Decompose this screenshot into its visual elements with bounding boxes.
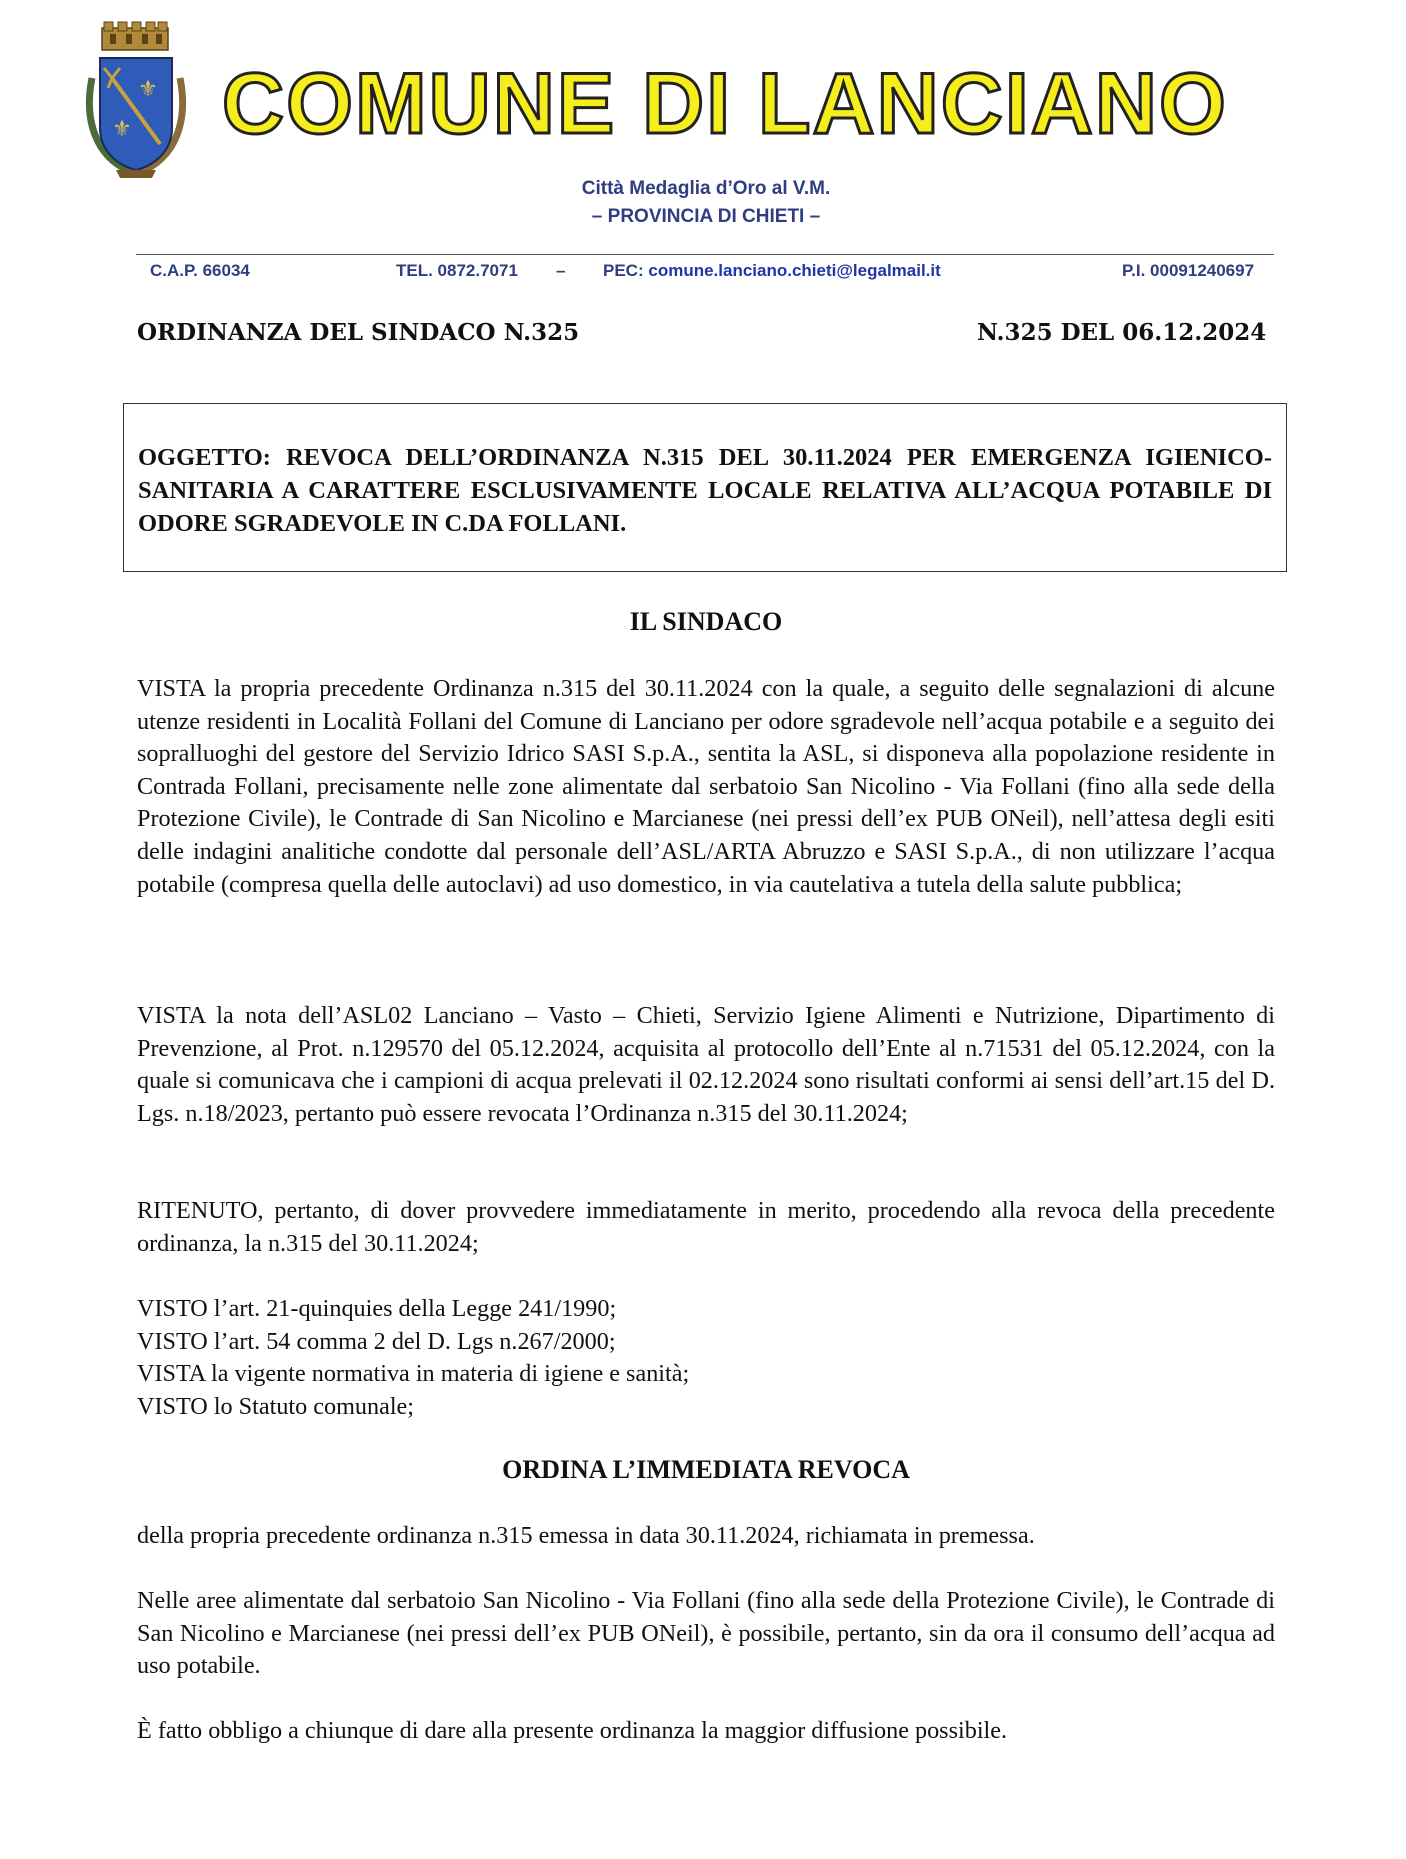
ordinance-number-date: N.325 DEL 06.12.2024 (977, 319, 1267, 346)
visto-item: VISTA la vigente normativa in materia di igiene e sanità; (137, 1360, 690, 1388)
visto-item: VISTO l’art. 21-quinquies della Legge 241/1990; (137, 1295, 617, 1322)
paragraph-diffusione: È fatto obbligo a chiunque di dare alla presente ordinanza la maggior diffusione possibile. (137, 1717, 1008, 1744)
svg-text:⚜: ⚜ (138, 77, 158, 102)
municipal-crest-icon (82, 18, 190, 183)
subject-box (123, 403, 1287, 572)
pec-email-link[interactable]: comune.lanciano.chieti@legalmail.it (648, 261, 941, 280)
visto-item: VISTO lo Statuto comunale; (137, 1392, 415, 1420)
visto-item: VISTO l’art. 54 comma 2 del D. Lgs n.267/2000; (137, 1327, 616, 1355)
postal-code: C.A.P. 66034 (150, 261, 250, 280)
pec-contact (603, 261, 941, 281)
paragraph-revoca: della propria precedente ordinanza n.315 emessa in data 30.11.2024, richiamata in premessa. (137, 1522, 1035, 1549)
contact-separator: – (556, 261, 566, 280)
telephone: TEL. 0872.7071 (396, 261, 518, 280)
subject-text: OGGETTO: REVOCA DELL’ORDINANZA N.315 DEL 30.11.2024 PER EMERGENZA IGIENICO-SANITARIA A CARATTERE ESCLUSIVAMENTE LOCALE RELATIVA ALL’ACQUA POTABILE DI ODORE SGRADEVOLE IN C.DA FOLLANI. (138, 444, 1272, 537)
vat-number: P.I. 00091240697 (1122, 261, 1255, 280)
city-title: COMUNE DI LANCIANO (222, 56, 1228, 152)
paragraph-vista-nota-asl: VISTA la nota dell’ASL02 Lanciano – Vasto – Chieti, Servizio Igiene Alimenti e Nutrizione, Dipartimento di Prevenzione, al Prot. n.129570 del 05.12.2024, acquisita al protocollo dell’Ente al n.71531 del 05.12.2024, con la quale si comunicava che i campioni di acqua prelevati il 02.12.2024 sono risultati conformi ai sensi dell’art.15 del D. Lgs. n.18/2023, pertanto può essere revocata l’Ordinanza n.315 del 30.11.2024; (137, 1002, 1275, 1127)
pec-label: PEC: (603, 261, 644, 280)
paragraph-ritenuto: RITENUTO, pertanto, di dover provvedere immediatamente in merito, procedendo alla revoca della precedente ordinanza, la n.315 del 30.11.2024; (137, 1197, 1275, 1257)
paragraph-vista-ordinanza: VISTA la propria precedente Ordinanza n.315 del 30.11.2024 con la quale, a seguito delle segnalazioni di alcune utenze residenti in Località Follani del Comune di Lanciano per odore sgradevole nell’acqua potabile e a seguito dei sopralluoghi del gestore del Servizio Idrico SASI S.p.A., sentita la ASL, si disponeva alla popolazione residente in Contrada Follani, precisamente nelle zone alimentate dal serbatoio San Nicolino - Via Follani (fino alla sede della Protezione Civile), le Contrade di San Nicolino e Marcianese (nei pressi dell’ex PUB ONeil), nell’attesa degli esiti delle indagini analitiche condotte dal personale dell’ASL/ARTA Abruzzo e SASI S.p.A., di non utilizzare l’acqua potabile (compresa quella delle autoclavi) ad uso domestico, in via cautelativa a tutela della salute pubblica; (137, 675, 1275, 898)
subtitle-province: – PROVINCIA DI CHIETI – (591, 206, 821, 227)
visti-list (137, 1293, 1275, 1423)
subtitle-medal: Città Medaglia d’Oro al V.M. (581, 178, 831, 199)
ordinance-title: ORDINANZA DEL SINDACO N.325 (137, 319, 580, 346)
heading-il-sindaco: IL SINDACO (629, 607, 783, 636)
heading-ordina-revoca: ORDINA L’IMMEDIATA REVOCA (502, 1455, 910, 1484)
svg-text:⚜: ⚜ (112, 117, 132, 142)
paragraph-aree-alimentate: Nelle aree alimentate dal serbatoio San Nicolino - Via Follani (fino alla sede della Protezione Civile), le Contrade di San Nicolino e Marcianese (nei pressi dell’ex PUB ONeil), è possibile, pertanto, sin da ora il consumo dell’acqua ad uso potabile. (137, 1587, 1275, 1680)
header-divider (136, 254, 1274, 255)
